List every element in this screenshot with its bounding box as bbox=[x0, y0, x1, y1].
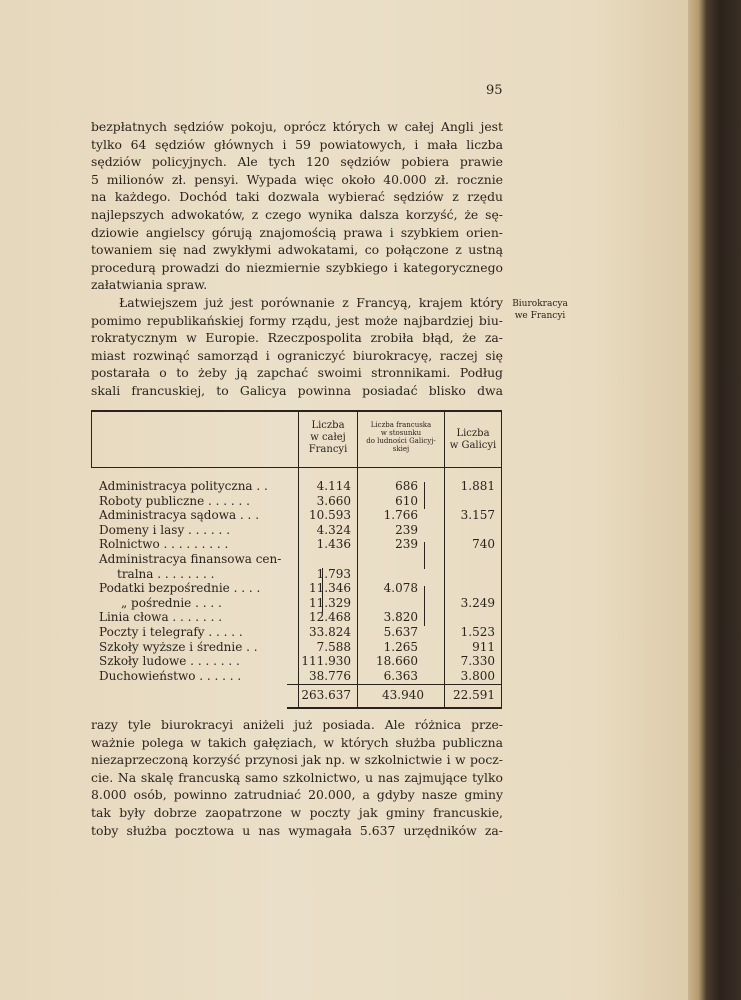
header-line: w stosunku bbox=[380, 429, 422, 437]
total-france: 263.637 bbox=[301, 688, 351, 702]
table-cell-fr: 4.324 bbox=[316, 522, 351, 537]
table-cell-prop: 4.078 bbox=[383, 581, 418, 596]
table-cell-prop: 3.820 bbox=[383, 610, 418, 625]
table-cell-gal: 911 bbox=[472, 639, 495, 654]
table-cell-gal: 3.157 bbox=[460, 508, 495, 523]
text-line: miast rozwinąć samorząd i ograniczyć biurokracyę, raczej się bbox=[91, 347, 503, 363]
table-cell-fr: 33.824 bbox=[309, 625, 351, 639]
header-proportional bbox=[358, 421, 444, 453]
table-row-label: Roboty publiczne . . . . . . bbox=[99, 493, 250, 508]
header-line: Liczba bbox=[311, 420, 345, 431]
brace bbox=[421, 482, 425, 509]
table-row-label: Szkoły wyższe i średnie . . bbox=[99, 639, 258, 654]
table-row-label: Administracya finansowa cen- bbox=[99, 552, 282, 566]
table-cell-prop: 239 bbox=[395, 537, 418, 552]
table-cell-fr: 1.436 bbox=[316, 537, 351, 552]
table-cell-prop: 18.660 bbox=[376, 654, 418, 669]
header-france-total bbox=[299, 420, 357, 456]
paragraph-2 bbox=[91, 294, 503, 400]
paragraph-3 bbox=[91, 716, 503, 839]
table-cell-gal: 1.881 bbox=[460, 479, 495, 493]
table-cell-gal: 1.523 bbox=[460, 625, 495, 639]
table-cell-prop: 610 bbox=[395, 493, 418, 508]
total-proportional: 43.940 bbox=[382, 688, 424, 702]
text-line: 5 milionów zł. pensyi. Wypada więc około 40.000 zł. rocznie bbox=[91, 171, 503, 187]
table-rule-top bbox=[91, 410, 502, 412]
table-cell-prop: 239 bbox=[395, 522, 418, 537]
table-row-label: Administracya polityczna . . bbox=[99, 479, 268, 493]
table-row-label: Duchowieństwo . . . . . . bbox=[99, 668, 242, 683]
header-galicia bbox=[445, 428, 501, 452]
table-cell-prop: 5.637 bbox=[383, 625, 418, 639]
text-line: na każdego. Dochód taki dozwala wybierać sędziów z rzędu bbox=[91, 189, 503, 205]
table-cell-gal: 740 bbox=[472, 537, 495, 552]
header-line: Liczba francuska bbox=[370, 421, 432, 429]
text-line: procedurą prowadzi do niezmiernie szybkiego i kategorycznego bbox=[91, 259, 503, 275]
margin-note-line: we Francyi bbox=[514, 311, 566, 321]
table-cell-fr: 12.468 bbox=[309, 610, 351, 625]
text-line: postarała o to żeby ją zapchać swoimi stronnikami. Podług bbox=[91, 365, 503, 381]
table-cell-fr: 7.588 bbox=[316, 639, 351, 654]
table-row-label: tralna . . . . . . . . bbox=[117, 566, 215, 581]
text-line: towaniem się nad zwykłymi adwokatami, co połączone z ustną bbox=[91, 242, 503, 258]
header-line: skiej bbox=[392, 445, 410, 453]
text-line: tak były dobrze zaopatrzone w poczty jak gminy francuskie, bbox=[91, 804, 503, 820]
text-line: ważnie polega w takich gałęziach, w których służba publiczna bbox=[91, 734, 503, 750]
table-cell-fr: 38.776 bbox=[309, 668, 351, 683]
text-line: pomimo republikańskiej formy rządu, jest może najbardziej biu- bbox=[91, 312, 503, 328]
table-row-label: Rolnictwo . . . . . . . . . bbox=[99, 537, 229, 552]
table-row-label: Poczty i telegrafy . . . . . bbox=[99, 625, 243, 639]
text-line: dziowie angielscy górują znajomością prawa i szybkiem orien- bbox=[91, 224, 503, 240]
text-line: razy tyle biurokracyi aniżeli już posiada. Ale różnica prze- bbox=[91, 717, 503, 732]
brace bbox=[421, 586, 425, 626]
book-spine bbox=[688, 0, 741, 1000]
text-line: bezpłatnych sędziów pokoju, oprócz których w całej Angli jest bbox=[91, 119, 503, 134]
table-border-left bbox=[91, 410, 92, 468]
table-cell-fr: 11.329 bbox=[309, 595, 351, 610]
text-line: 8.000 osób, powinno zatrudniać 20.000, a gdyby nasze gminy bbox=[91, 787, 503, 803]
table-cell-gal: 3.800 bbox=[460, 668, 495, 683]
header-line: Liczba bbox=[456, 428, 490, 439]
text-line: niezaprzeczoną korzyść przynosi jak np. w szkolnictwie i w pocz- bbox=[91, 752, 503, 768]
margin-note-line: Biurokracya bbox=[512, 299, 568, 309]
total-galicia: 22.591 bbox=[453, 688, 495, 702]
brace bbox=[319, 568, 323, 613]
text-line: załatwiania spraw. bbox=[91, 277, 208, 293]
statistics-table bbox=[91, 410, 502, 708]
header-line: do ludności Galicyj- bbox=[366, 437, 436, 445]
table-cell-fr: 3.660 bbox=[316, 493, 351, 508]
margin-note bbox=[506, 298, 574, 322]
text-line: cie. Na skalę francuską samo szkolnictwo, u nas zajmujące tylko bbox=[91, 769, 503, 785]
table-cell-fr: 10.593 bbox=[309, 508, 351, 523]
table-border-right bbox=[501, 410, 502, 708]
table-row-label: Podatki bezpośrednie . . . . bbox=[99, 581, 261, 596]
table-cell-prop: 686 bbox=[395, 479, 418, 493]
table-row-label: Linia cłowa . . . . . . . bbox=[99, 610, 223, 625]
table-row-label: Szkoły ludowe . . . . . . . bbox=[99, 654, 240, 669]
table-cell-fr: 1.793 bbox=[316, 566, 351, 581]
table-rule-header bbox=[91, 467, 502, 468]
table-cell-fr: 11.346 bbox=[309, 581, 351, 596]
text-line: toby służba pocztowa u nas wymagała 5.637 urzędników za- bbox=[91, 822, 503, 838]
table-rule-sum bbox=[287, 684, 502, 685]
text-line: najlepszych adwokatów, z czego wynika dalsza korzyść, że sę- bbox=[91, 206, 503, 222]
table-cell-prop: 1.265 bbox=[383, 639, 418, 654]
brace bbox=[421, 542, 425, 569]
table-cell-gal: 3.249 bbox=[460, 595, 495, 610]
table-row-label: „ pośrednie . . . . bbox=[121, 595, 222, 610]
table-cell-prop: 6.363 bbox=[383, 668, 418, 683]
table-cell-prop: 1.766 bbox=[383, 508, 418, 523]
table-row-label: Administracya sądowa . . . bbox=[99, 508, 260, 523]
text-line: sędziów policyjnych. Ale tych 120 sędziów pobiera prawie bbox=[91, 154, 503, 170]
table-cell-fr: 111.930 bbox=[301, 654, 351, 669]
header-line: w Galicyi bbox=[449, 440, 497, 451]
text-line: tylko 64 sędziów głównych i 59 powiatowych, i mała liczba bbox=[91, 136, 503, 152]
table-rule-bottom bbox=[287, 707, 502, 709]
header-line: Francyi bbox=[308, 444, 348, 455]
table-cell-gal: 7.330 bbox=[460, 654, 495, 669]
text-line: skali francuskiej, to Galicya powinna posiadać blisko dwa bbox=[91, 382, 503, 398]
paragraph-1 bbox=[91, 118, 503, 294]
text-line: rokratycznym w Europie. Rzeczpospolita zrobiła błąd, że za- bbox=[91, 330, 503, 346]
header-line: w całej bbox=[310, 432, 346, 443]
text-line: Łatwiejszem już jest porównanie z Francyą, krajem który bbox=[119, 295, 503, 310]
table-cell-fr: 4.114 bbox=[316, 479, 351, 493]
page-number: 95 bbox=[486, 83, 503, 98]
table-row-label: Domeny i lasy . . . . . . bbox=[99, 522, 231, 537]
